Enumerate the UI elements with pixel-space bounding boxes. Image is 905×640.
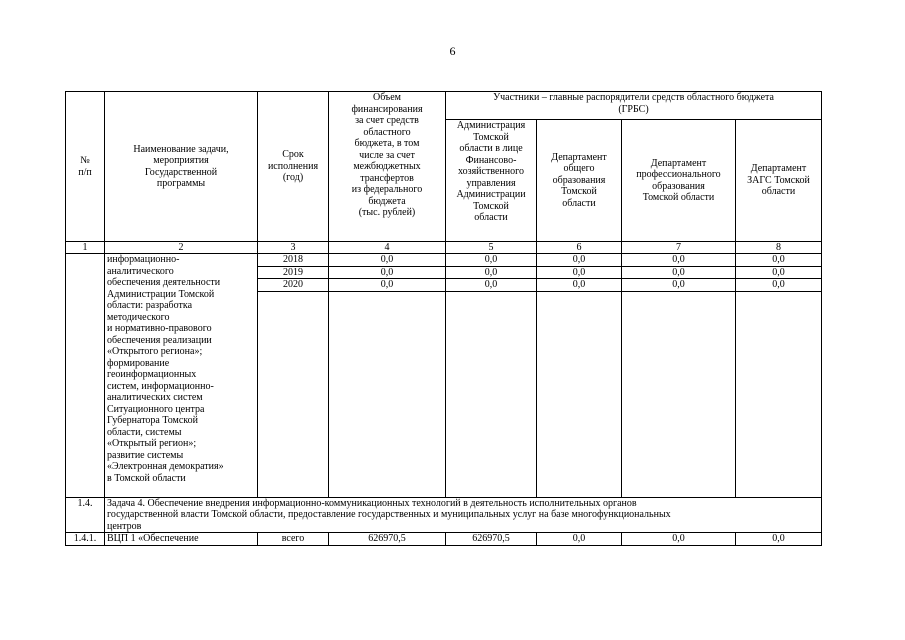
value-cell: 0,0	[622, 533, 736, 546]
value-cell: 0,0	[736, 254, 822, 267]
value-cell: 0,0	[537, 266, 622, 279]
empty-cell	[258, 291, 329, 497]
year-cell: 2018	[258, 254, 329, 267]
value-cell: 626970,5	[329, 533, 446, 546]
header-term: Срок исполнения (год)	[258, 92, 329, 242]
row-num: 1.4.1.	[66, 533, 105, 546]
value-cell: 0,0	[329, 266, 446, 279]
year-cell: 2019	[258, 266, 329, 279]
table-row	[66, 533, 822, 546]
value-cell: 0,0	[736, 533, 822, 546]
value-cell: 0,0	[537, 279, 622, 292]
header-name: Наименование задачи, мероприятия Государственной программы	[105, 92, 258, 242]
activity-num-cell	[66, 254, 105, 498]
task-row	[66, 497, 822, 533]
value-cell: 0,0	[736, 279, 822, 292]
header-participant-2: Департамент общего образования Томской области	[537, 120, 622, 242]
col-index-7: 7	[622, 242, 736, 254]
value-cell: 0,0	[736, 266, 822, 279]
col-index-3: 3	[258, 242, 329, 254]
value-cell: 0,0	[622, 279, 736, 292]
task-num: 1.4.	[66, 497, 105, 533]
header-participant-4: Департамент ЗАГС Томской области	[736, 120, 822, 242]
value-cell: 0,0	[622, 266, 736, 279]
header-volume: Объем финансирования за счет средств областного бюджета, в том числе за счет межбюджетных трансфертов из федерального бюджета (тыс. рублей)	[329, 92, 446, 242]
header-participants: Участники – главные распорядители средств областного бюджета (ГРБС)	[446, 92, 822, 120]
value-cell: 0,0	[446, 254, 537, 267]
empty-cell	[537, 291, 622, 497]
value-cell: 0,0	[622, 254, 736, 267]
col-index-2: 2	[105, 242, 258, 254]
year-cell: 2020	[258, 279, 329, 292]
value-cell: 0,0	[446, 266, 537, 279]
empty-cell	[446, 291, 537, 497]
table-row	[66, 254, 822, 267]
term-cell: всего	[258, 533, 329, 546]
row-name: ВЦП 1 «Обеспечение	[105, 533, 258, 546]
value-cell: 0,0	[446, 279, 537, 292]
header-row-1	[66, 92, 822, 120]
col-index-4: 4	[329, 242, 446, 254]
value-cell: 0,0	[537, 533, 622, 546]
activity-name: информационно- аналитического обеспечения деятельности Администрации Томской области: разработка методического и нормативно-правового обеспечения реализации «Открытого региона»; формирование геоинформационных систем, информационно- аналитических систем Ситуационного центра Губернатора Томской области, системы «Открытый регион»; развитие системы «Электронная демократия» в Томской области	[105, 254, 258, 498]
empty-cell	[329, 291, 446, 497]
task-text: Задача 4. Обеспечение внедрения информационно-коммуникационных технологий в деятельность исполнительных органов государственной власти Томской области, предоставление государственных и муниципальных услуг на базе многофункциональных центров	[105, 497, 822, 533]
empty-cell	[736, 291, 822, 497]
header-num: № п/п	[66, 92, 105, 242]
header-participant-3: Департамент профессионального образования Томской области	[622, 120, 736, 242]
value-cell: 0,0	[329, 254, 446, 267]
header-participant-1: Администрация Томской области в лице Финансово- хозяйственного управления Администрации Томской области	[446, 120, 537, 242]
col-index-5: 5	[446, 242, 537, 254]
col-index-1: 1	[66, 242, 105, 254]
empty-cell	[622, 291, 736, 497]
page-number: 6	[449, 44, 456, 58]
col-index-8: 8	[736, 242, 822, 254]
program-table	[65, 91, 822, 546]
value-cell: 0,0	[329, 279, 446, 292]
column-index-row	[66, 242, 822, 254]
value-cell: 626970,5	[446, 533, 537, 546]
value-cell: 0,0	[537, 254, 622, 267]
col-index-6: 6	[537, 242, 622, 254]
